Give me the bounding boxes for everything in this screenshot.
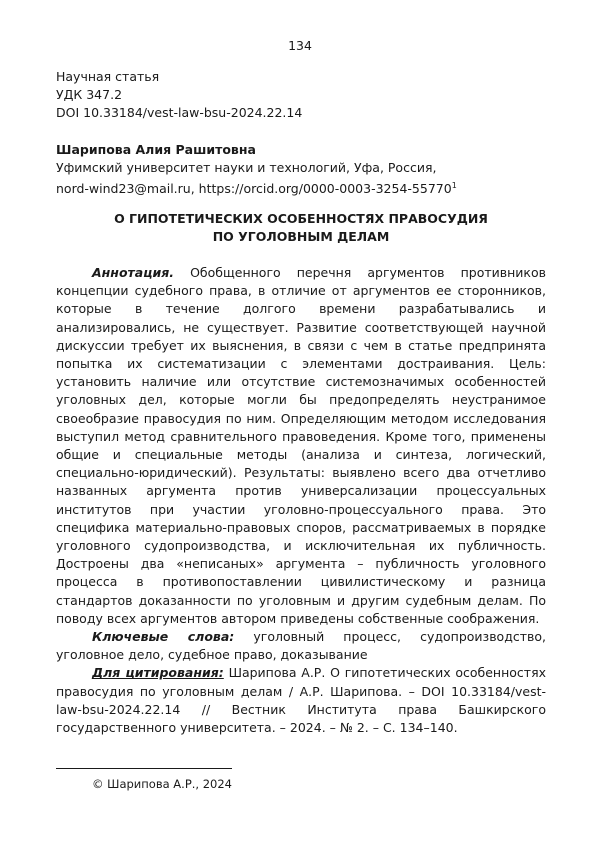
footnote-divider [56,768,232,769]
citation-paragraph [56,664,546,737]
keywords-paragraph [56,628,546,664]
citation-label: Для цитирования: [92,665,224,681]
article-type: Научная статья [56,69,160,84]
citation-text: Шарипова А.Р. О гипотетических особенностях правосудия по уголовным делам / А.Р. Шарипова. – DOI 10.33184/vest-law-bsu-2024.22.14 // Вестник Института права Башкирского государственного университета. – 2024. – № 2. – С. 134–140. [56,665,546,736]
author-contacts-tail: 0 [443,181,452,197]
article-title [56,210,546,246]
article-meta [56,68,302,122]
udk: УДК 347.2 [56,87,123,102]
author-contacts [56,177,546,198]
title-line-1: О ГИПОТЕТИЧЕСКИХ ОСОБЕННОСТЯХ ПРАВОСУДИЯ [114,211,488,226]
article-body [56,264,546,737]
author-block [56,141,546,198]
abstract-paragraph [56,264,546,628]
author-affiliation: Уфимский университет науки и технологий, Уфа, Россия, [56,160,437,175]
page-number: 134 [288,38,312,53]
abstract-label: Аннотация. [92,265,175,280]
footnote-marker: 1 [451,181,457,190]
keywords-label: Ключевые слова: [92,629,235,645]
abstract-text: Обобщенного перечня аргументов противников концепции судебного права, в отличие от аргументов ее сторонников, которые в течение долгого времени разрабатывались и анализировались, не существует. Развитие соответствующей научной дискуссии требует их выяснения, в связи с чем в статье предпринята попытка их систематизации с элементами достраивания. Цель: установить наличие или отсутствие системозначимых особенностей уголовных дел, которые могли бы предопределять неустранимое своеобразие правосудия по ним. Определяющим методом исследования выступил метод сравнительного правоведения. Кроме того, применены общие и специальные методы (анализа и синтеза, логический, специально-юридический). Результаты: выявлено всего два отчетливо названных аргумента против универсализации процессуальных институтов при участии уголовно-процессуального права. Это специфика материально-правовых споров, рассматриваемых в порядке уголовного судопроизводства, и исключительная их публичность. Достроены два «неписаных» аргумента – публичность уголовного процесса в противопоставлении цивилистическому и разница стандартов доказанности по уголовным и другим судебным делам. По поводу всех аргументов автором приведены собственные соображения. [56,265,546,626]
doi: DOI 10.33184/vest-law-bsu-2024.22.14 [56,105,303,120]
author-name: Шарипова Алия Рашитовна [56,142,256,157]
author-contacts-text: nord-wind23@mail.ru, https://orcid.org/0000-0003-3254-5577 [56,181,444,197]
copyright-footnote: © Шарипова А.Р., 2024 [92,777,232,791]
title-line-2: ПО УГОЛОВНЫМ ДЕЛАМ [212,229,390,244]
keywords-text: уголовный процесс, судопроизводство, уголовное дело, судебное право, доказывание [56,629,546,663]
